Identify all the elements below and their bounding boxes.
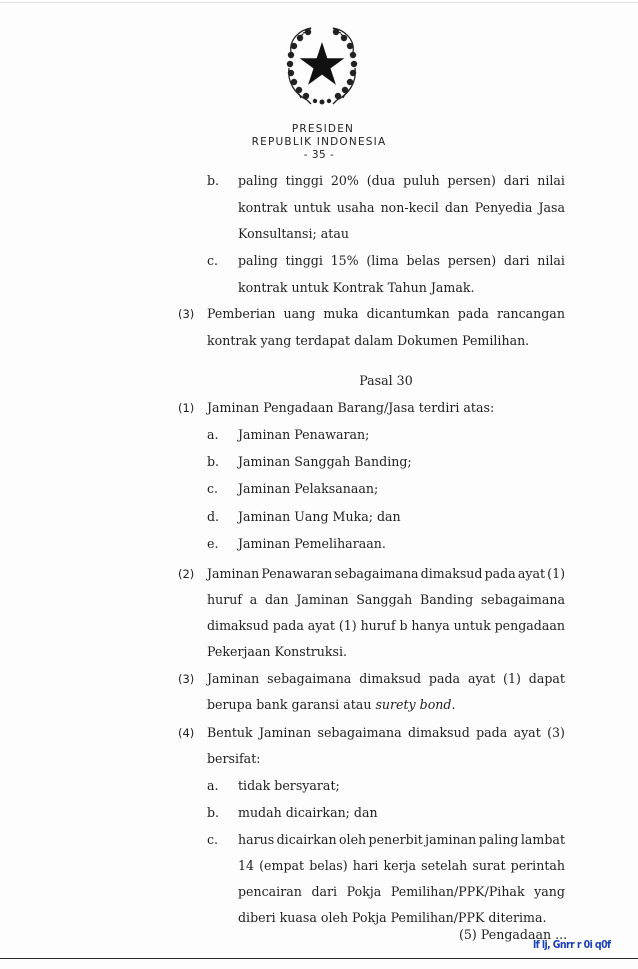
word: Jasa xyxy=(538,200,565,215)
paragraph-number: (3) xyxy=(178,307,195,321)
text-line xyxy=(207,725,565,741)
word: surat xyxy=(472,858,506,873)
word: dimaksud xyxy=(359,671,422,686)
word: Pemilihan/PPK/Pihak xyxy=(390,884,525,899)
word: Sanggah xyxy=(356,592,413,607)
list-label-b: b. xyxy=(207,173,220,188)
word: hanya xyxy=(411,618,450,633)
text-line xyxy=(238,884,565,900)
header-presiden: PRESIDEN xyxy=(291,123,355,135)
text-line xyxy=(207,592,565,608)
word: belas) xyxy=(309,858,348,873)
word: (dua xyxy=(366,173,396,188)
word: dan xyxy=(444,200,469,215)
list-label: b. xyxy=(207,454,220,469)
word: tinggi xyxy=(285,173,324,188)
word: tinggi xyxy=(285,253,323,268)
word: sebagaimana xyxy=(267,671,352,686)
continuation-catchword: (5) Pengadaan ... xyxy=(459,927,568,942)
word: Penawaran xyxy=(261,566,333,581)
word: untuk xyxy=(293,200,331,215)
word: 14 xyxy=(238,858,255,873)
word: (1) xyxy=(503,671,521,686)
word: rancangan xyxy=(496,306,565,321)
word: untuk xyxy=(453,618,491,633)
word: pada xyxy=(272,618,304,633)
word: huruf xyxy=(360,618,396,633)
text-line: bersifat: xyxy=(207,751,261,766)
garuda-star-emblem xyxy=(277,22,367,108)
word: perintah xyxy=(510,858,565,873)
paragraph-number: (1) xyxy=(178,401,195,415)
word: uang xyxy=(283,306,316,321)
text-line: kontrak yang terdapat dalam Dokumen Pemilihan. xyxy=(207,333,530,348)
word: yang xyxy=(534,884,565,899)
word: harus xyxy=(238,832,275,847)
list-label: a. xyxy=(207,427,219,442)
text-span: berupa bank garansi atau xyxy=(207,697,376,712)
word: Jaminan xyxy=(207,671,260,686)
word: b xyxy=(399,618,408,633)
list-label: e. xyxy=(207,536,219,551)
list-label: a. xyxy=(207,778,219,793)
text-line xyxy=(238,858,565,874)
word: dari xyxy=(503,253,530,268)
word: paling xyxy=(478,832,519,847)
word: penerbit xyxy=(368,832,423,847)
word: jaminan xyxy=(425,832,477,847)
word: Jaminan xyxy=(296,592,349,607)
word: non-kecil xyxy=(380,200,439,215)
text-line xyxy=(207,671,565,687)
list-label-c: c. xyxy=(207,253,219,268)
word: setelah xyxy=(421,858,468,873)
paragraph-number: (2) xyxy=(178,567,195,581)
word: belas xyxy=(406,253,440,268)
bottom-edge-line xyxy=(0,958,638,959)
list-label: b. xyxy=(207,805,220,820)
word: pada xyxy=(484,566,516,581)
text-line: diberi kuasa oleh Pokja Pemilihan/PPK diterima. xyxy=(238,910,547,925)
word: lambat xyxy=(520,832,565,847)
word: ayat xyxy=(307,618,335,633)
word: sebagaimana xyxy=(480,592,565,607)
word: puluh xyxy=(403,173,440,188)
word: dimaksud xyxy=(207,618,269,633)
word: dan xyxy=(264,592,289,607)
word: usaha xyxy=(336,200,375,215)
text-line: kontrak untuk Kontrak Tahun Jamak. xyxy=(238,280,475,295)
word: ayat xyxy=(517,566,546,581)
word: dari xyxy=(311,884,338,899)
list-label: d. xyxy=(207,509,220,524)
list-item-text: Jaminan Penawaran; xyxy=(238,427,370,442)
text-line xyxy=(238,253,565,269)
word: huruf xyxy=(207,592,243,607)
text-line xyxy=(207,306,565,322)
text-line: Pekerjaan Konstruksi. xyxy=(207,644,348,659)
word: kontrak xyxy=(238,200,288,215)
text-line xyxy=(238,832,565,848)
paragraph-number: (4) xyxy=(178,726,195,740)
text-line xyxy=(207,697,455,713)
word: (1) xyxy=(547,566,565,581)
word: 20% xyxy=(330,173,359,188)
italic-term: surety bond. xyxy=(375,697,456,712)
word: dari xyxy=(503,173,530,188)
word: (empat xyxy=(259,858,305,873)
list-item-text: Jaminan Pelaksanaan; xyxy=(238,481,379,496)
list-label: c. xyxy=(207,481,219,496)
word: nilai xyxy=(537,253,565,268)
word: (1) xyxy=(338,618,357,633)
word: Jaminan xyxy=(258,725,312,740)
word: oleh xyxy=(338,832,367,847)
word: a xyxy=(249,592,258,607)
word: Pokja xyxy=(346,884,382,899)
word: dicantumkan xyxy=(366,306,450,321)
word: dicairkan xyxy=(276,832,337,847)
text-line: Konsultansi; atau xyxy=(238,226,349,241)
word: (lima xyxy=(366,253,399,268)
word: muka xyxy=(323,306,359,321)
paragraph-number: (3) xyxy=(178,672,195,686)
text-line xyxy=(207,566,565,582)
word: 15% xyxy=(330,253,359,268)
word: persen) xyxy=(447,173,496,188)
text-line: Jaminan Pengadaan Barang/Jasa terdiri atas: xyxy=(207,400,495,415)
word: (3) xyxy=(547,725,565,740)
text-line xyxy=(238,200,565,216)
list-label: c. xyxy=(207,832,219,847)
word: pada xyxy=(457,306,489,321)
word: sebagaimana xyxy=(317,725,402,740)
list-item-text: Jaminan Uang Muka; dan xyxy=(238,509,401,524)
word: sebagaimana xyxy=(334,566,419,581)
word: kerja xyxy=(383,858,417,873)
word: pengadaan xyxy=(494,618,565,633)
list-item-text: tidak bersyarat; xyxy=(238,778,340,793)
word: pencairan xyxy=(238,884,302,899)
top-edge-line xyxy=(0,2,638,3)
word: hari xyxy=(352,858,379,873)
list-item-text: Jaminan Pemeliharaan. xyxy=(238,536,386,551)
word: pada xyxy=(476,725,508,740)
word: dimaksud xyxy=(407,725,470,740)
word: ayat xyxy=(467,671,496,686)
word: persen) xyxy=(447,253,497,268)
word: dimaksud xyxy=(420,566,483,581)
list-item-text: mudah dicairkan; dan xyxy=(238,805,378,820)
page-number: - 35 - xyxy=(303,149,335,161)
header-republik-indonesia: REPUBLIK INDONESIA xyxy=(251,136,387,148)
word: Penyedia xyxy=(474,200,533,215)
word: Bentuk xyxy=(207,725,253,740)
word: Jaminan xyxy=(207,566,260,581)
word: paling xyxy=(238,173,278,188)
text-line xyxy=(238,173,565,189)
article-title: Pasal 30 xyxy=(359,373,413,388)
word: nilai xyxy=(537,173,565,188)
word: ayat xyxy=(513,725,541,740)
word: dapat xyxy=(528,671,565,686)
word: paling xyxy=(238,253,278,268)
word: pada xyxy=(428,671,461,686)
word: Pemberian xyxy=(207,306,276,321)
word: Banding xyxy=(420,592,474,607)
text-line xyxy=(207,618,565,634)
list-item-text: Jaminan Sanggah Banding; xyxy=(238,454,412,469)
footer-code: lf lj, Gnrr r 0i q0f xyxy=(533,939,611,951)
